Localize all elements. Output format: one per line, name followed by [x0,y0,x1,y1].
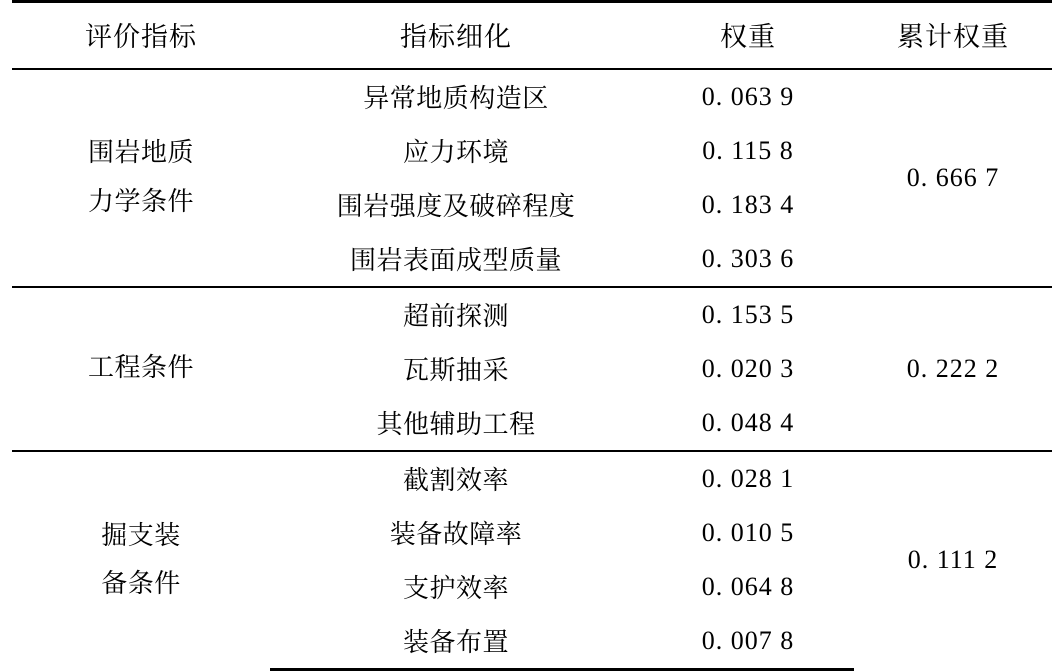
weight-cell: 0. 115 8 [702,135,794,165]
detail-cell: 围岩强度及破碎程度 [336,192,576,221]
cumulative-weight-cell: 0. 666 7 [906,162,1000,192]
detail-cell: 截割效率 [270,451,642,506]
table-header [12,2,1052,70]
weight-cell: 0. 020 3 [701,353,795,383]
group-label-cell [12,69,270,287]
table-row [12,287,1052,342]
group-label-line: 力学条件 [87,186,194,216]
group-label-cell [12,287,270,451]
detail-cell: 支护效率 [402,574,509,603]
weight-cell: 0. 010 5 [701,517,795,547]
weight-cell: 0. 028 1 [642,451,854,506]
indicator-weights-table [12,0,1052,671]
weight-cell: 0. 064 8 [701,571,795,601]
detail-cell: 装备故障率 [389,520,523,549]
column-header-criterion: 评价指标 [85,22,197,52]
detail-cell: 应力环境 [402,138,509,167]
weight-cell: 0. 063 9 [701,81,795,111]
weight-cell: 0. 303 6 [701,243,795,273]
group-label-line: 工程条件 [87,353,194,383]
detail-cell: 其他辅助工程 [376,410,536,439]
table-row [12,451,1052,506]
weight-cell: 0. 183 4 [701,189,795,219]
column-header-cumulative-weight: 累计权重 [897,22,1009,52]
group-label-cell [12,451,270,670]
cumulative-weight-cell: 0. 111 2 [854,451,1052,670]
group-label-line: 掘支装 [101,521,181,551]
column-header-weight: 权重 [720,22,776,52]
detail-cell: 瓦斯抽采 [402,356,509,385]
table-row [12,69,1052,124]
group-label-line: 围岩地质 [87,138,194,168]
header-row [12,2,1052,70]
weight-cell: 0. 007 8 [642,614,854,670]
weight-cell: 0. 153 5 [642,287,854,342]
detail-cell: 围岩表面成型质量 [349,246,562,275]
detail-cell: 装备布置 [270,614,642,670]
group-label-line: 备条件 [101,569,181,599]
column-header-sub-criterion: 指标细化 [400,22,512,52]
cumulative-weight-cell: 0. 222 2 [854,287,1052,451]
detail-cell: 超前探测 [270,287,642,342]
detail-cell: 异常地质构造区 [363,84,549,113]
weight-cell: 0. 048 4 [701,407,795,437]
table-body [12,69,1052,670]
